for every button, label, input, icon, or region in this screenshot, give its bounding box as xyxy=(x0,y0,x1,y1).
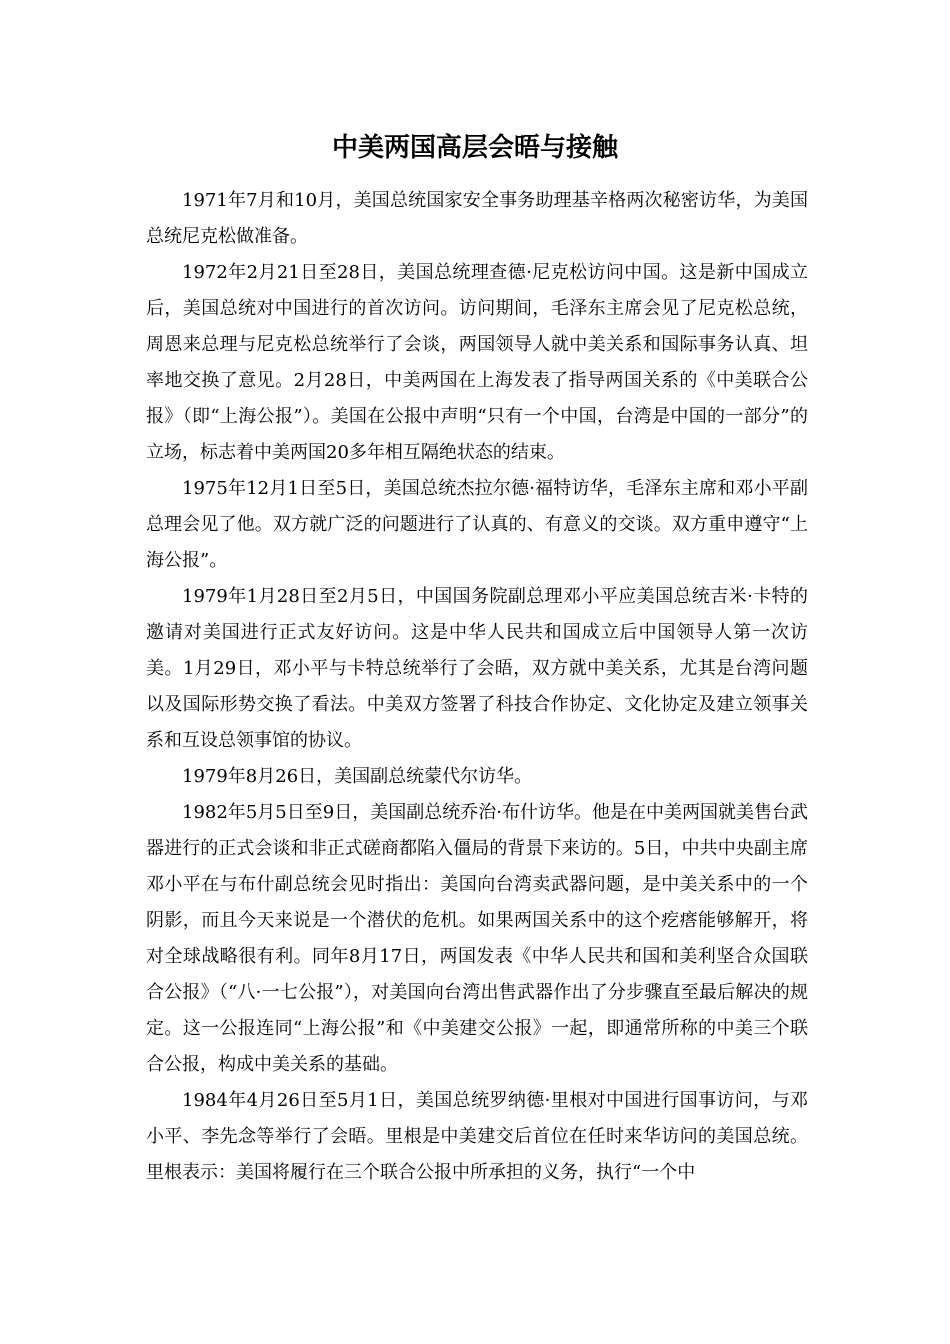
paragraph-1982: 1982年5月5日至9日，美国副总统乔治·布什访华。他是在中美两国就美售台武器进行的正式会谈和非正式磋商都陷入僵局的背景下来访的。5日，中共中央副主席邓小平在与布什副总统会见时指出：美国向台湾卖武器问题，是中美关系中的一个阴影，而且今天来说是一个潜伏的危机。如果两国关系中的这个疙瘩能够解开，将对全球战略很有利。同年8月17日，两国发表《中华人民共和国和美利坚合众国联合公报》（“八·一七公报”），对美国向台湾出售武器作出了分步骤直至最后解决的规定。这一公报连同“上海公报”和《中美建交公报》一起，即通常所称的中美三个联合公报，构成中美关系的基础。 xyxy=(146,802,808,1075)
paragraph-1972: 1972年2月21日至28日，美国总统理查德·尼克松访问中国。这是新中国成立后，美国总统对中国进行的首次访问。访问期间，毛泽东主席会见了尼克松总统，周恩来总理与尼克松总统举行了会谈，两国领导人就中美关系和国际事务认真、坦率地交换了意见。2月28日，中美两国在上海发表了指导两国关系的《中美联合公报》（即“上海公报”）。美国在公报中声明“只有一个中国，台湾是中国的一部分”的立场，标志着中美两国20多年相互隔绝状态的结束。 xyxy=(146,262,808,463)
paragraph-1971: 1971年7月和10月，美国总统国家安全事务助理基辛格两次秘密访华，为美国总统尼克松做准备。 xyxy=(146,190,808,247)
paragraph-1979-january: 1979年1月28日至2月5日，中国国务院副总理邓小平应美国总统吉米·卡特的邀请对美国进行正式友好访问。这是中华人民共和国成立后中国领导人第一次访美。1月29日，邓小平与卡特总统举行了会晤，双方就中美关系，尤其是台湾问题以及国际形势交换了看法。中美双方签署了科技合作协定、文化协定及建立领事关系和互设总领事馆的协议。 xyxy=(146,586,808,751)
paragraph-1975: 1975年12月1日至5日，美国总统杰拉尔德·福特访华，毛泽东主席和邓小平副总理会见了他。双方就广泛的问题进行了认真的、有意义的交谈。双方重申遵守“上海公报”。 xyxy=(146,478,808,571)
paragraph-1979-august: 1979年8月26日，美国副总统蒙代尔访华。 xyxy=(182,766,533,787)
document-body xyxy=(146,183,808,1191)
paragraph-1984: 1984年4月26日至5月1日，美国总统罗纳德·里根对中国进行国事访问，与邓小平、李先念等举行了会晤。里根是中美建交后首位在任时来华访问的美国总统。里根表示：美国将履行在三个联合公报中所承担的义务，执行“一个中 xyxy=(146,1090,808,1183)
document-title: 中美两国高层会晤与接触 xyxy=(331,133,618,163)
